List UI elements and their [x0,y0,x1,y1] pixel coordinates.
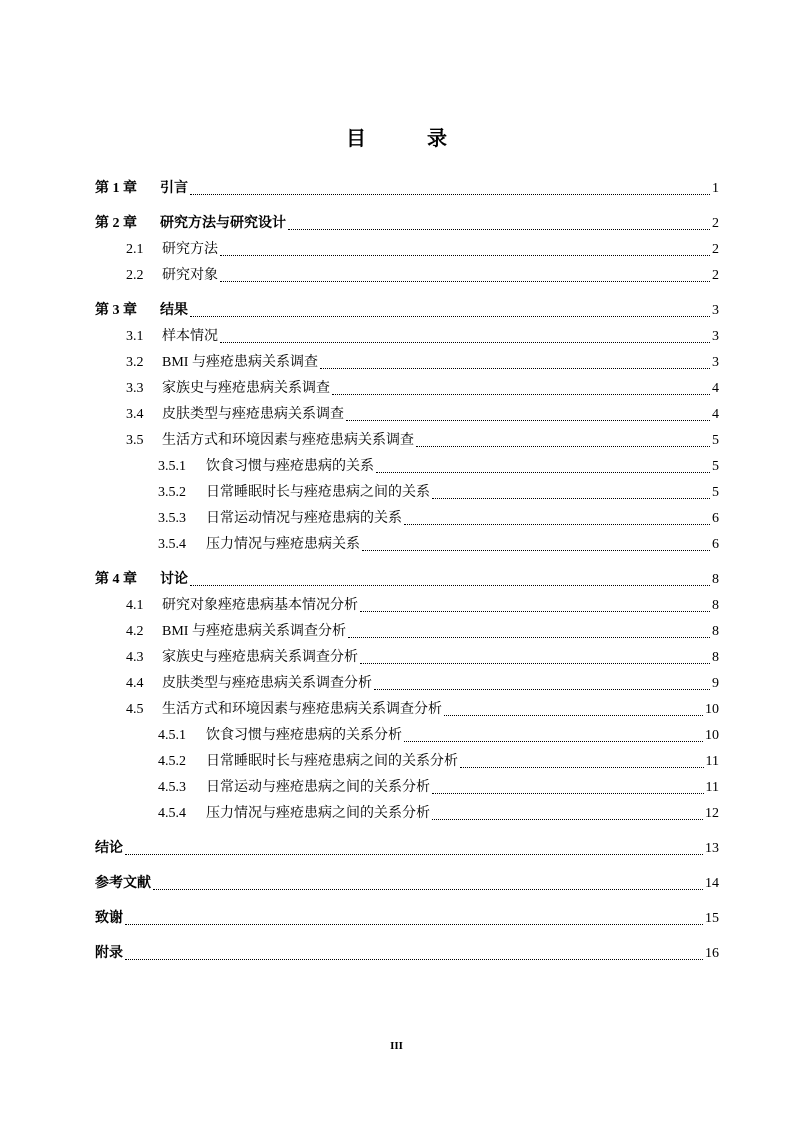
toc-entry[interactable] [95,801,719,827]
toc-entry-label: 饮食习惯与痤疮患病的关系分析 [206,728,402,743]
toc-entry-page: 8 [712,624,719,639]
toc-entry-number: 3.5.3 [158,511,186,526]
dot-leader [374,688,710,690]
toc-entry-label: 皮肤类型与痤疮患病关系调查 [162,407,344,422]
dot-leader [432,792,704,794]
toc-entry-page: 2 [712,242,719,257]
toc-entry-page: 8 [712,572,719,587]
toc-entry-label: 参考文献 [95,876,151,891]
toc-entry[interactable] [95,402,719,428]
dot-leader [404,740,703,742]
toc-entry-label: 日常运动情况与痤疮患病的关系 [206,511,402,526]
toc-entry-number: 第 4 章 [95,572,137,587]
toc-entry-label: 研究方法 [162,242,218,257]
toc-entry-number: 3.5 [126,433,144,448]
toc-entry-page: 4 [712,407,719,422]
toc-entry[interactable] [95,480,719,506]
toc-entry-page: 6 [712,511,719,526]
dot-leader [220,254,710,256]
toc-entry[interactable] [95,836,719,862]
dot-leader [416,445,710,447]
toc-entry-label: 生活方式和环境因素与痤疮患病关系调查分析 [162,702,442,717]
toc-entry[interactable] [95,324,719,350]
toc-entry-label: BMI 与痤疮患病关系调查分析 [162,624,346,639]
toc-entry-number: 2.2 [126,268,144,283]
toc-entry-number: 4.4 [126,676,144,691]
toc-entry-page: 9 [712,676,719,691]
dot-leader [190,584,710,586]
toc-entry[interactable] [95,671,719,697]
dot-leader [288,228,710,230]
toc-entry-page: 12 [705,806,719,821]
toc-entry[interactable] [95,454,719,480]
toc-entry[interactable] [95,428,719,454]
toc-entry-page: 8 [712,650,719,665]
toc-entry[interactable] [95,619,719,645]
toc-entry-number: 4.5.3 [158,780,186,795]
toc-entry-number: 3.5.2 [158,485,186,500]
dot-leader [220,280,710,282]
toc-entry-label: 附录 [95,946,123,961]
toc-entry[interactable] [95,645,719,671]
toc-entry[interactable] [95,532,719,558]
dot-leader [320,367,710,369]
dot-leader [348,636,710,638]
dot-leader [153,888,703,890]
dot-leader [404,523,710,525]
toc-entry-page: 4 [712,381,719,396]
toc-entry-number: 3.3 [126,381,144,396]
dot-leader [376,471,710,473]
dot-leader [460,766,704,768]
toc-entry-page: 5 [712,485,719,500]
toc-entry-label: 结论 [95,841,123,856]
toc-entry-page: 15 [705,911,719,926]
table-of-contents [95,176,719,967]
toc-entry-label: 研究对象 [162,268,218,283]
toc-entry-number: 第 2 章 [95,216,137,231]
dot-leader [332,393,710,395]
dot-leader [190,315,710,317]
toc-entry-number: 4.5.1 [158,728,186,743]
toc-entry-page: 10 [705,702,719,717]
toc-entry-page: 1 [712,181,719,196]
toc-entry-number: 3.5.4 [158,537,186,552]
toc-entry-page: 11 [705,780,719,795]
toc-entry[interactable] [95,941,719,967]
toc-entry-page: 2 [712,216,719,231]
toc-entry-number: 4.1 [126,598,144,613]
toc-entry[interactable] [95,176,719,202]
toc-entry-label: 日常运动与痤疮患病之间的关系分析 [206,780,430,795]
toc-entry-page: 14 [705,876,719,891]
page-number: III [390,1040,403,1052]
toc-entry-label: 日常睡眠时长与痤疮患病之间的关系 [206,485,430,500]
toc-entry-number: 2.1 [126,242,144,257]
toc-entry-label: 生活方式和环境因素与痤疮患病关系调查 [162,433,414,448]
toc-entry[interactable] [95,211,719,237]
toc-entry-label: 结果 [160,303,188,318]
toc-entry-page: 3 [712,355,719,370]
toc-entry[interactable] [95,506,719,532]
toc-entry-label: 致谢 [95,911,123,926]
toc-entry[interactable] [95,697,719,723]
dot-leader [362,549,710,551]
toc-entry[interactable] [95,749,719,775]
toc-entry-number: 4.5 [126,702,144,717]
toc-entry[interactable] [95,567,719,593]
toc-entry[interactable] [95,871,719,897]
toc-entry-label: 家族史与痤疮患病关系调查 [162,381,330,396]
toc-entry-number: 3.1 [126,329,144,344]
toc-entry[interactable] [95,263,719,289]
toc-entry-label: 压力情况与痤疮患病关系 [206,537,360,552]
toc-entry-number: 第 3 章 [95,303,137,318]
toc-entry-label: 引言 [160,181,188,196]
toc-entry-page: 10 [705,728,719,743]
toc-entry-label: BMI 与痤疮患病关系调查 [162,355,318,370]
toc-entry-number: 4.5.2 [158,754,186,769]
toc-entry[interactable] [95,376,719,402]
toc-entry-page: 11 [705,754,719,769]
toc-entry-label: 研究方法与研究设计 [160,216,286,231]
dot-leader [220,341,710,343]
toc-entry-page: 3 [712,303,719,318]
dot-leader [432,497,710,499]
toc-entry-number: 3.4 [126,407,144,422]
toc-entry-label: 压力情况与痤疮患病之间的关系分析 [206,806,430,821]
dot-leader [444,714,703,716]
toc-entry[interactable] [95,593,719,619]
toc-entry-page: 16 [705,946,719,961]
toc-entry-label: 讨论 [160,572,188,587]
toc-entry[interactable] [95,298,719,324]
toc-entry-number: 4.2 [126,624,144,639]
toc-title: 目 录 [346,128,475,150]
toc-entry-label: 样本情况 [162,329,218,344]
toc-entry[interactable] [95,775,719,801]
toc-entry[interactable] [95,723,719,749]
dot-leader [432,818,703,820]
dot-leader [125,958,703,960]
dot-leader [125,853,703,855]
toc-entry-number: 4.3 [126,650,144,665]
toc-entry-label: 研究对象痤疮患病基本情况分析 [162,598,358,613]
toc-entry-number: 3.2 [126,355,144,370]
dot-leader [190,193,710,195]
toc-entry-page: 8 [712,598,719,613]
toc-entry-page: 3 [712,329,719,344]
dot-leader [346,419,710,421]
toc-entry-label: 饮食习惯与痤疮患病的关系 [206,459,374,474]
toc-entry-label: 家族史与痤疮患病关系调查分析 [162,650,358,665]
toc-entry[interactable] [95,906,719,932]
dot-leader [360,610,710,612]
toc-entry-page: 5 [712,433,719,448]
toc-entry-page: 6 [712,537,719,552]
toc-entry-page: 2 [712,268,719,283]
toc-entry[interactable] [95,237,719,263]
dot-leader [360,662,710,664]
dot-leader [125,923,703,925]
toc-entry-page: 13 [705,841,719,856]
toc-entry-page: 5 [712,459,719,474]
toc-entry[interactable] [95,350,719,376]
toc-entry-number: 4.5.4 [158,806,186,821]
toc-entry-number: 3.5.1 [158,459,186,474]
toc-entry-label: 日常睡眠时长与痤疮患病之间的关系分析 [206,754,458,769]
toc-entry-label: 皮肤类型与痤疮患病关系调查分析 [162,676,372,691]
toc-entry-number: 第 1 章 [95,181,137,196]
